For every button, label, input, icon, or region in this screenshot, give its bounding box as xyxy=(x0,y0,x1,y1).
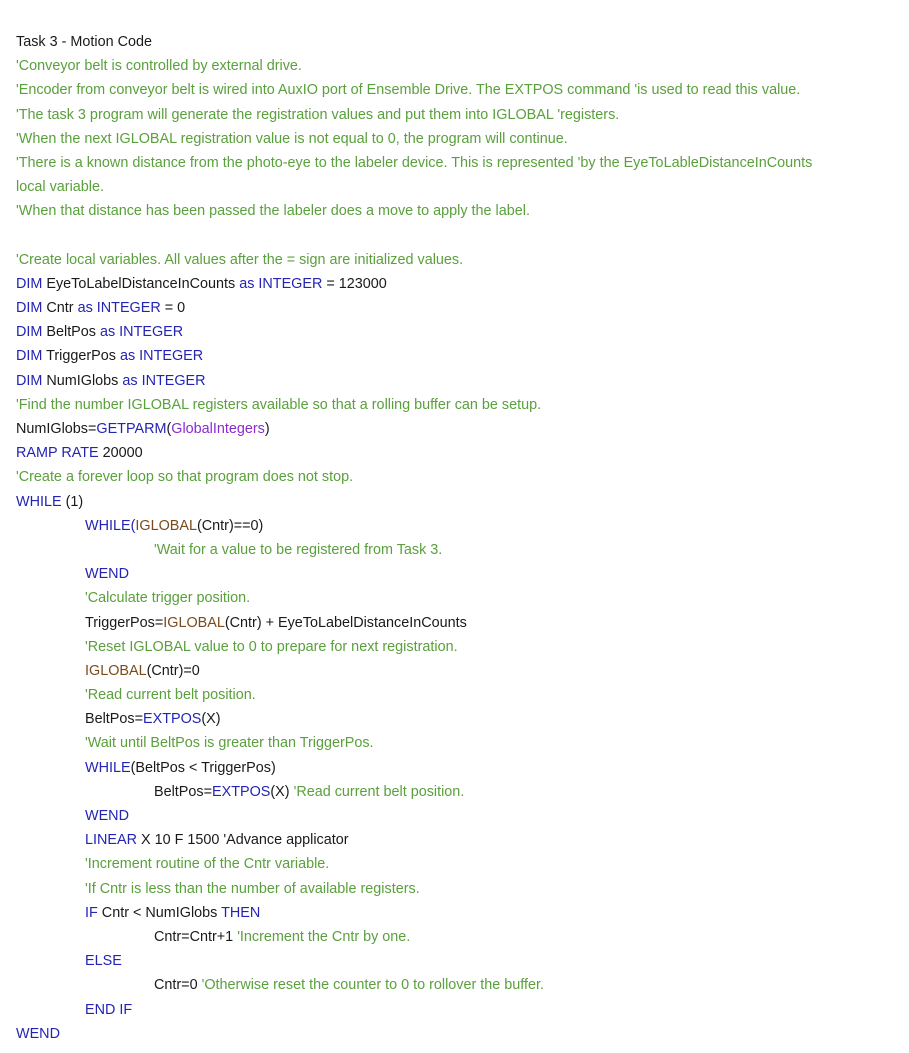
comment-line: 'Conveyor belt is controlled by external drive. xyxy=(16,58,302,75)
keyword: DIM xyxy=(16,372,43,389)
comment-line: 'Calculate trigger position. xyxy=(85,590,251,607)
expression: X 10 F 1500 'Advance applicator xyxy=(136,832,349,849)
code-line-dim xyxy=(0,369,909,393)
keyword-line: WEND xyxy=(85,566,129,583)
keyword-line: WEND xyxy=(85,808,129,824)
keyword: THEN xyxy=(221,904,261,921)
value: = 0 xyxy=(160,300,186,317)
identifier: TriggerPos= xyxy=(85,614,164,631)
comment-line: 'The task 3 program will generate the registration values and put them into IGLOBAL 'registers. xyxy=(16,106,620,123)
keyword: WHILE xyxy=(16,493,62,510)
identifier: NumIGlobs= xyxy=(16,421,97,437)
paren: ( xyxy=(166,421,172,437)
keyword: DIM xyxy=(16,324,43,341)
keyword: INTEGER xyxy=(115,324,184,341)
comment-line: 'If Cntr is less than the number of available registers. xyxy=(85,880,420,897)
code-line-assign xyxy=(0,780,909,804)
keyword: IF xyxy=(85,904,98,921)
keyword: DIM xyxy=(16,275,43,292)
keyword-line: WEND xyxy=(16,1025,60,1042)
keyword: INTEGER xyxy=(254,275,323,292)
function-name: IGLOBAL xyxy=(135,517,197,534)
code-line-ramp xyxy=(0,441,909,465)
code-line-assign xyxy=(0,973,909,997)
keyword: INTEGER xyxy=(137,372,206,389)
identifier: TriggerPos xyxy=(42,348,120,365)
keyword: LINEAR xyxy=(85,832,137,849)
comment-line: 'There is a known distance from the photo-eye to the labeler device. This is represented 'by the EyeToLableDistanceInCounts xyxy=(16,154,813,171)
code-line-assign xyxy=(0,707,909,731)
expression: (X) xyxy=(270,783,294,800)
keyword: WHILE xyxy=(85,759,131,776)
code-line-if xyxy=(0,901,909,925)
identifier: BeltPos= xyxy=(154,783,212,800)
comment-line: local variable. xyxy=(16,179,104,196)
comment-line: 'When the next IGLOBAL registration value is not equal to 0, the program will continue. xyxy=(16,130,568,147)
value: 20000 xyxy=(98,445,143,462)
inline-comment: 'Increment the Cntr by one. xyxy=(237,928,411,945)
keyword: as xyxy=(99,324,116,341)
page-title: Task 3 - Motion Code xyxy=(16,34,152,50)
expression: (Cntr) + EyeToLabelDistanceInCounts xyxy=(224,614,467,631)
comment-line: 'Wait until BeltPos is greater than TriggerPos. xyxy=(85,735,374,752)
comment-line: 'Create local variables. All values after the = sign are initialized values. xyxy=(16,251,464,268)
code-line-while xyxy=(0,756,909,780)
identifier: NumIGlobs xyxy=(42,372,123,389)
code-line-while xyxy=(0,490,909,514)
function-name: IGLOBAL xyxy=(85,662,147,679)
keyword: INTEGER xyxy=(92,300,161,317)
function-name: EXTPOS xyxy=(143,711,202,728)
code-line-dim xyxy=(0,272,909,296)
code-line-linear xyxy=(0,828,909,852)
code-line-dim xyxy=(0,296,909,320)
expression: Cntr=0 xyxy=(154,977,202,994)
blank-line xyxy=(0,224,909,248)
expression: (Cntr)==0) xyxy=(196,517,264,534)
expression: Cntr=Cntr+1 xyxy=(154,928,238,945)
comment-line: 'Create a forever loop so that program does not stop. xyxy=(16,469,354,486)
comment-line: 'When that distance has been passed the labeler does a move to apply the label. xyxy=(16,203,530,220)
comment-line: 'Read current belt position. xyxy=(85,687,256,704)
expression: (BeltPos < TriggerPos) xyxy=(130,759,276,776)
expression: (Cntr)=0 xyxy=(146,662,200,679)
keyword: DIM xyxy=(16,300,43,317)
identifier: BeltPos xyxy=(42,324,100,341)
keyword: as xyxy=(77,300,93,317)
comment-line: 'Encoder from conveyor belt is wired into AuxIO port of Ensemble Drive. The EXTPOS command 'is used to read this value. xyxy=(16,82,801,99)
comment-line: 'Increment routine of the Cntr variable. xyxy=(85,856,330,873)
function-name: IGLOBAL xyxy=(163,614,225,631)
code-line-assign xyxy=(0,925,909,949)
expression: (1) xyxy=(61,493,84,510)
comment-line: 'Reset IGLOBAL value to 0 to prepare for next registration. xyxy=(85,638,458,655)
code-line-assign xyxy=(0,611,909,635)
code-line-getparm xyxy=(0,417,909,441)
identifier: BeltPos= xyxy=(85,711,143,728)
code-line-dim xyxy=(0,320,909,344)
keyword: as xyxy=(239,275,255,292)
code-line-dim xyxy=(0,344,909,368)
keyword: as xyxy=(122,372,138,389)
identifier: EyeToLabelDistanceInCounts xyxy=(42,275,240,292)
comment-line: 'Wait for a value to be registered from Task 3. xyxy=(154,541,443,558)
code-line-while xyxy=(0,514,909,538)
expression: (X) xyxy=(201,711,221,728)
keyword-line: END IF xyxy=(85,1001,133,1018)
keyword: INTEGER xyxy=(135,348,204,365)
expression: Cntr < NumIGlobs xyxy=(97,904,222,921)
code-line-assign xyxy=(0,659,909,683)
identifier: Cntr xyxy=(42,300,78,317)
inline-comment: 'Read current belt position. xyxy=(293,783,465,800)
value: = 123000 xyxy=(322,275,387,292)
keyword: as xyxy=(119,348,136,365)
paren: ) xyxy=(264,421,270,437)
keyword: WHILE( xyxy=(85,517,136,534)
keyword: DIM xyxy=(16,348,43,365)
comment-line: 'Find the number IGLOBAL registers available so that a rolling buffer can be setup. xyxy=(16,396,542,413)
keyword-line: ELSE xyxy=(85,953,122,970)
function-name: EXTPOS xyxy=(212,783,271,800)
inline-comment: 'Otherwise reset the counter to 0 to rollover the buffer. xyxy=(201,977,545,994)
keyword: RAMP RATE xyxy=(16,445,99,462)
parameter-name: GlobalIntegers xyxy=(171,421,265,437)
function-name: GETPARM xyxy=(96,421,167,437)
